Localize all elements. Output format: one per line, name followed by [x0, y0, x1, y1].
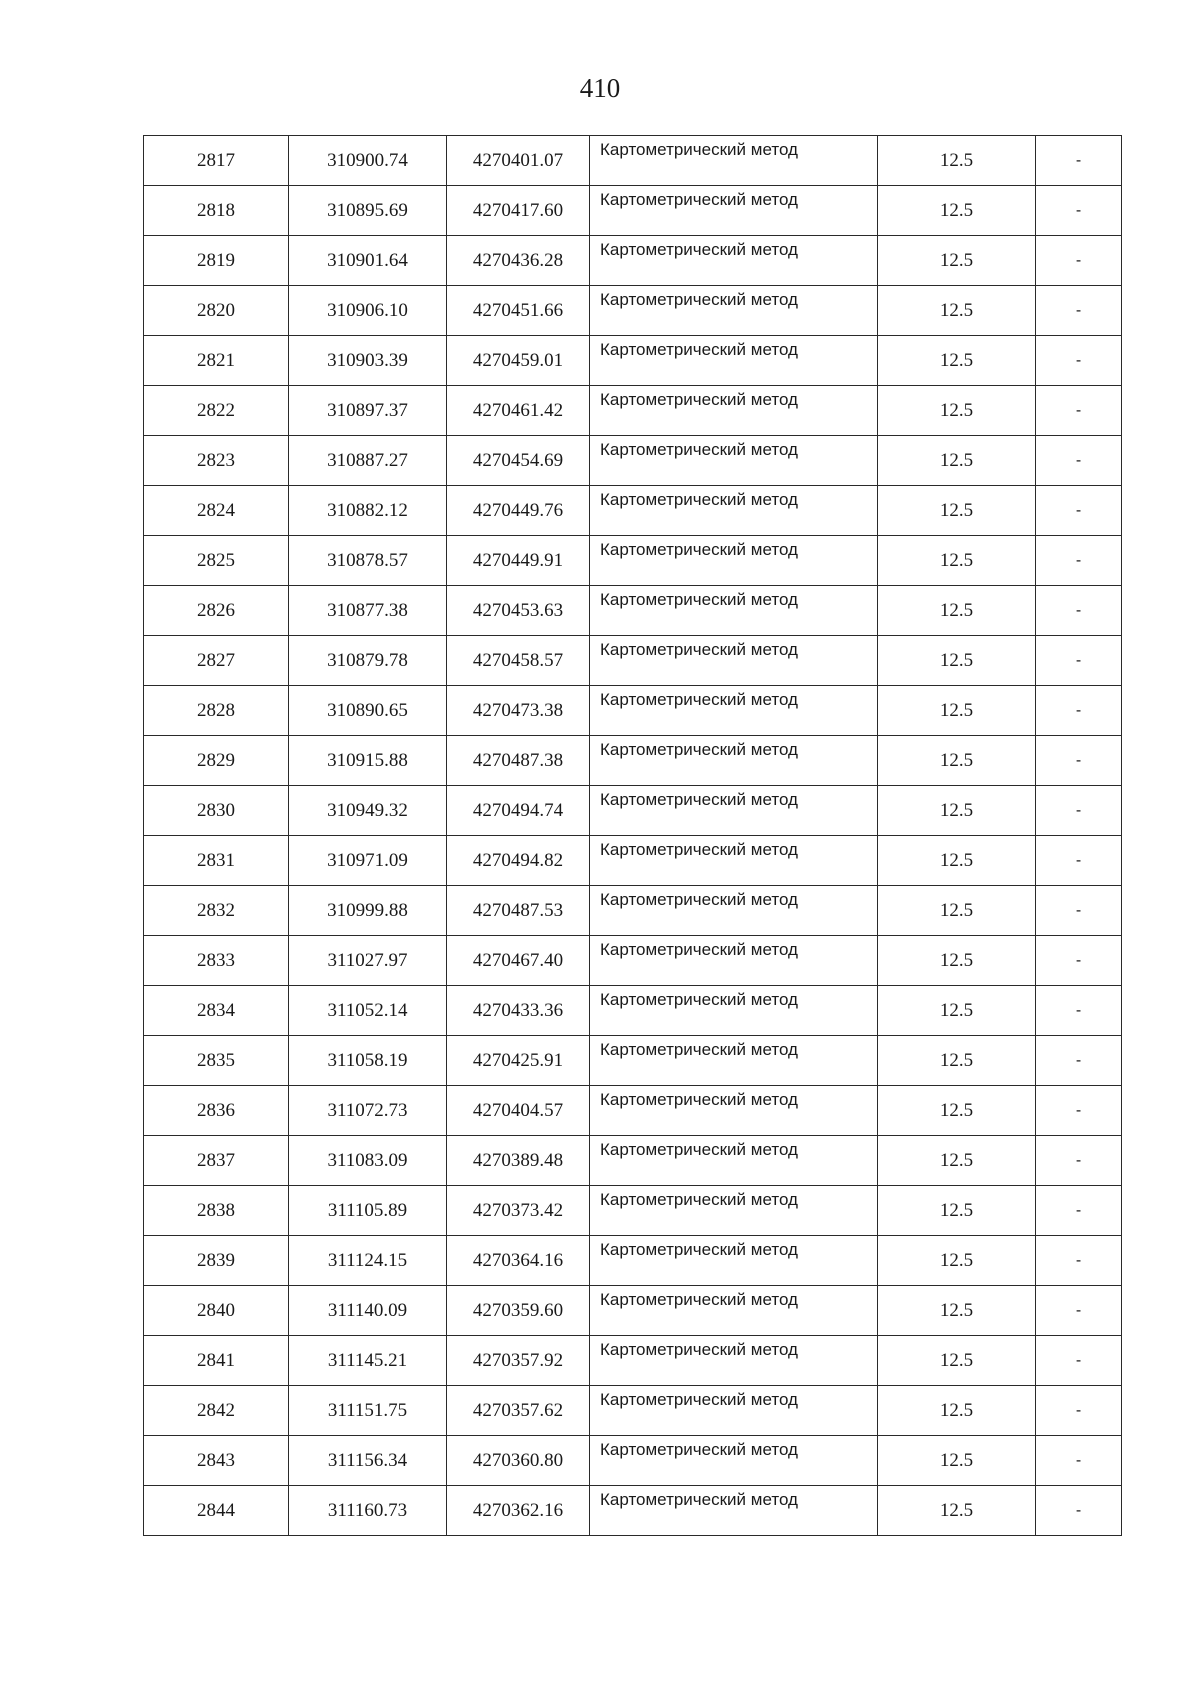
- y-coordinate-cell: 4270362.16: [447, 1486, 590, 1536]
- note-cell: -: [1036, 586, 1122, 636]
- x-coordinate-cell: 310890.65: [289, 686, 447, 736]
- x-coordinate-cell: 310877.38: [289, 586, 447, 636]
- table-row: [144, 636, 1122, 686]
- accuracy-cell: 12.5: [878, 486, 1036, 536]
- accuracy-cell: 12.5: [878, 1486, 1036, 1536]
- method-cell: Картометрический метод: [590, 1136, 878, 1186]
- method-cell: Картометрический метод: [590, 686, 878, 736]
- point-number-cell: 2835: [144, 1036, 289, 1086]
- method-cell: Картометрический метод: [590, 336, 878, 386]
- method-cell: Картометрический метод: [590, 1386, 878, 1436]
- method-cell: Картометрический метод: [590, 186, 878, 236]
- point-number-cell: 2819: [144, 236, 289, 286]
- accuracy-cell: 12.5: [878, 236, 1036, 286]
- accuracy-cell: 12.5: [878, 736, 1036, 786]
- note-cell: -: [1036, 636, 1122, 686]
- point-number-cell: 2820: [144, 286, 289, 336]
- x-coordinate-cell: 310949.32: [289, 786, 447, 836]
- method-cell: Картометрический метод: [590, 486, 878, 536]
- accuracy-cell: 12.5: [878, 1286, 1036, 1336]
- table-row: [144, 1186, 1122, 1236]
- note-cell: -: [1036, 936, 1122, 986]
- note-cell: -: [1036, 136, 1122, 186]
- table-row: [144, 1036, 1122, 1086]
- accuracy-cell: 12.5: [878, 1436, 1036, 1486]
- x-coordinate-cell: 311058.19: [289, 1036, 447, 1086]
- y-coordinate-cell: 4270453.63: [447, 586, 590, 636]
- table-row: [144, 986, 1122, 1036]
- y-coordinate-cell: 4270473.38: [447, 686, 590, 736]
- y-coordinate-cell: 4270433.36: [447, 986, 590, 1036]
- table-row: [144, 1386, 1122, 1436]
- accuracy-cell: 12.5: [878, 436, 1036, 486]
- accuracy-cell: 12.5: [878, 1086, 1036, 1136]
- y-coordinate-cell: 4270487.53: [447, 886, 590, 936]
- point-number-cell: 2818: [144, 186, 289, 236]
- x-coordinate-cell: 310887.27: [289, 436, 447, 486]
- table-row: [144, 836, 1122, 886]
- x-coordinate-cell: 310915.88: [289, 736, 447, 786]
- table-body: [144, 136, 1122, 1536]
- accuracy-cell: 12.5: [878, 936, 1036, 986]
- table-row: [144, 886, 1122, 936]
- page-number: 410: [579, 73, 621, 103]
- y-coordinate-cell: 4270451.66: [447, 286, 590, 336]
- method-cell: Картометрический метод: [590, 1486, 878, 1536]
- method-cell: Картометрический метод: [590, 786, 878, 836]
- accuracy-cell: 12.5: [878, 636, 1036, 686]
- note-cell: -: [1036, 1086, 1122, 1136]
- point-number-cell: 2842: [144, 1386, 289, 1436]
- table-row: [144, 436, 1122, 486]
- point-number-cell: 2830: [144, 786, 289, 836]
- x-coordinate-cell: 311124.15: [289, 1236, 447, 1286]
- x-coordinate-cell: 310882.12: [289, 486, 447, 536]
- point-number-cell: 2828: [144, 686, 289, 736]
- accuracy-cell: 12.5: [878, 186, 1036, 236]
- method-cell: Картометрический метод: [590, 1336, 878, 1386]
- method-cell: Картометрический метод: [590, 636, 878, 686]
- accuracy-cell: 12.5: [878, 786, 1036, 836]
- y-coordinate-cell: 4270404.57: [447, 1086, 590, 1136]
- table-row: [144, 936, 1122, 986]
- note-cell: -: [1036, 1136, 1122, 1186]
- x-coordinate-cell: 311151.75: [289, 1386, 447, 1436]
- x-coordinate-cell: 311072.73: [289, 1086, 447, 1136]
- note-cell: -: [1036, 386, 1122, 436]
- table-row: [144, 1086, 1122, 1136]
- y-coordinate-cell: 4270436.28: [447, 236, 590, 286]
- note-cell: -: [1036, 736, 1122, 786]
- y-coordinate-cell: 4270357.62: [447, 1386, 590, 1436]
- table-row: [144, 686, 1122, 736]
- accuracy-cell: 12.5: [878, 836, 1036, 886]
- y-coordinate-cell: 4270364.16: [447, 1236, 590, 1286]
- accuracy-cell: 12.5: [878, 686, 1036, 736]
- point-number-cell: 2833: [144, 936, 289, 986]
- y-coordinate-cell: 4270360.80: [447, 1436, 590, 1486]
- method-cell: Картометрический метод: [590, 736, 878, 786]
- point-number-cell: 2827: [144, 636, 289, 686]
- table-row: [144, 1136, 1122, 1186]
- method-cell: Картометрический метод: [590, 1186, 878, 1236]
- accuracy-cell: 12.5: [878, 1336, 1036, 1386]
- method-cell: Картометрический метод: [590, 1086, 878, 1136]
- accuracy-cell: 12.5: [878, 1236, 1036, 1286]
- accuracy-cell: 12.5: [878, 986, 1036, 1036]
- accuracy-cell: 12.5: [878, 286, 1036, 336]
- table-row: [144, 736, 1122, 786]
- note-cell: -: [1036, 286, 1122, 336]
- coordinates-table: [143, 135, 1122, 1536]
- note-cell: -: [1036, 536, 1122, 586]
- y-coordinate-cell: 4270494.82: [447, 836, 590, 886]
- accuracy-cell: 12.5: [878, 336, 1036, 386]
- note-cell: -: [1036, 236, 1122, 286]
- x-coordinate-cell: 311027.97: [289, 936, 447, 986]
- point-number-cell: 2817: [144, 136, 289, 186]
- point-number-cell: 2826: [144, 586, 289, 636]
- note-cell: -: [1036, 436, 1122, 486]
- accuracy-cell: 12.5: [878, 586, 1036, 636]
- method-cell: Картометрический метод: [590, 536, 878, 586]
- y-coordinate-cell: 4270467.40: [447, 936, 590, 986]
- x-coordinate-cell: 310999.88: [289, 886, 447, 936]
- table-row: [144, 186, 1122, 236]
- table-row: [144, 1236, 1122, 1286]
- x-coordinate-cell: 311083.09: [289, 1136, 447, 1186]
- point-number-cell: 2821: [144, 336, 289, 386]
- table-row: [144, 236, 1122, 286]
- point-number-cell: 2831: [144, 836, 289, 886]
- method-cell: Картометрический метод: [590, 1236, 878, 1286]
- note-cell: -: [1036, 786, 1122, 836]
- note-cell: -: [1036, 1336, 1122, 1386]
- note-cell: -: [1036, 186, 1122, 236]
- note-cell: -: [1036, 486, 1122, 536]
- accuracy-cell: 12.5: [878, 536, 1036, 586]
- table-row: [144, 1286, 1122, 1336]
- method-cell: Картометрический метод: [590, 1036, 878, 1086]
- table-row: [144, 386, 1122, 436]
- x-coordinate-cell: 311160.73: [289, 1486, 447, 1536]
- method-cell: Картометрический метод: [590, 836, 878, 886]
- method-cell: Картометрический метод: [590, 286, 878, 336]
- note-cell: -: [1036, 886, 1122, 936]
- y-coordinate-cell: 4270459.01: [447, 336, 590, 386]
- x-coordinate-cell: 310901.64: [289, 236, 447, 286]
- y-coordinate-cell: 4270454.69: [447, 436, 590, 486]
- method-cell: Картометрический метод: [590, 586, 878, 636]
- method-cell: Картометрический метод: [590, 136, 878, 186]
- y-coordinate-cell: 4270359.60: [447, 1286, 590, 1336]
- method-cell: Картометрический метод: [590, 386, 878, 436]
- method-cell: Картометрический метод: [590, 236, 878, 286]
- x-coordinate-cell: 311105.89: [289, 1186, 447, 1236]
- y-coordinate-cell: 4270373.42: [447, 1186, 590, 1236]
- note-cell: -: [1036, 686, 1122, 736]
- note-cell: -: [1036, 1036, 1122, 1086]
- note-cell: -: [1036, 336, 1122, 386]
- method-cell: Картометрический метод: [590, 886, 878, 936]
- point-number-cell: 2822: [144, 386, 289, 436]
- method-cell: Картометрический метод: [590, 986, 878, 1036]
- x-coordinate-cell: 311052.14: [289, 986, 447, 1036]
- point-number-cell: 2838: [144, 1186, 289, 1236]
- x-coordinate-cell: 311156.34: [289, 1436, 447, 1486]
- note-cell: -: [1036, 1386, 1122, 1436]
- point-number-cell: 2836: [144, 1086, 289, 1136]
- table-row: [144, 336, 1122, 386]
- point-number-cell: 2844: [144, 1486, 289, 1536]
- accuracy-cell: 12.5: [878, 886, 1036, 936]
- y-coordinate-cell: 4270401.07: [447, 136, 590, 186]
- y-coordinate-cell: 4270417.60: [447, 186, 590, 236]
- table-row: [144, 286, 1122, 336]
- table-row: [144, 586, 1122, 636]
- note-cell: -: [1036, 1236, 1122, 1286]
- point-number-cell: 2834: [144, 986, 289, 1036]
- x-coordinate-cell: 310900.74: [289, 136, 447, 186]
- point-number-cell: 2843: [144, 1436, 289, 1486]
- x-coordinate-cell: 310906.10: [289, 286, 447, 336]
- x-coordinate-cell: 311145.21: [289, 1336, 447, 1386]
- table-row: [144, 786, 1122, 836]
- point-number-cell: 2825: [144, 536, 289, 586]
- point-number-cell: 2829: [144, 736, 289, 786]
- table-row: [144, 1436, 1122, 1486]
- note-cell: -: [1036, 1286, 1122, 1336]
- note-cell: -: [1036, 836, 1122, 886]
- table-row: [144, 136, 1122, 186]
- x-coordinate-cell: 311140.09: [289, 1286, 447, 1336]
- x-coordinate-cell: 310879.78: [289, 636, 447, 686]
- x-coordinate-cell: 310895.69: [289, 186, 447, 236]
- accuracy-cell: 12.5: [878, 1136, 1036, 1186]
- accuracy-cell: 12.5: [878, 1186, 1036, 1236]
- x-coordinate-cell: 310903.39: [289, 336, 447, 386]
- y-coordinate-cell: 4270357.92: [447, 1336, 590, 1386]
- accuracy-cell: 12.5: [878, 1036, 1036, 1086]
- y-coordinate-cell: 4270449.91: [447, 536, 590, 586]
- point-number-cell: 2837: [144, 1136, 289, 1186]
- point-number-cell: 2823: [144, 436, 289, 486]
- point-number-cell: 2840: [144, 1286, 289, 1336]
- y-coordinate-cell: 4270487.38: [447, 736, 590, 786]
- y-coordinate-cell: 4270425.91: [447, 1036, 590, 1086]
- y-coordinate-cell: 4270494.74: [447, 786, 590, 836]
- table-row: [144, 1486, 1122, 1536]
- method-cell: Картометрический метод: [590, 436, 878, 486]
- x-coordinate-cell: 310878.57: [289, 536, 447, 586]
- note-cell: -: [1036, 1486, 1122, 1536]
- y-coordinate-cell: 4270449.76: [447, 486, 590, 536]
- point-number-cell: 2841: [144, 1336, 289, 1386]
- note-cell: -: [1036, 1186, 1122, 1236]
- x-coordinate-cell: 310971.09: [289, 836, 447, 886]
- note-cell: -: [1036, 1436, 1122, 1486]
- point-number-cell: 2832: [144, 886, 289, 936]
- method-cell: Картометрический метод: [590, 936, 878, 986]
- x-coordinate-cell: 310897.37: [289, 386, 447, 436]
- y-coordinate-cell: 4270458.57: [447, 636, 590, 686]
- y-coordinate-cell: 4270389.48: [447, 1136, 590, 1186]
- point-number-cell: 2824: [144, 486, 289, 536]
- table-row: [144, 486, 1122, 536]
- method-cell: Картометрический метод: [590, 1286, 878, 1336]
- point-number-cell: 2839: [144, 1236, 289, 1286]
- y-coordinate-cell: 4270461.42: [447, 386, 590, 436]
- accuracy-cell: 12.5: [878, 1386, 1036, 1436]
- method-cell: Картометрический метод: [590, 1436, 878, 1486]
- accuracy-cell: 12.5: [878, 136, 1036, 186]
- table-row: [144, 536, 1122, 586]
- accuracy-cell: 12.5: [878, 386, 1036, 436]
- table-row: [144, 1336, 1122, 1386]
- note-cell: -: [1036, 986, 1122, 1036]
